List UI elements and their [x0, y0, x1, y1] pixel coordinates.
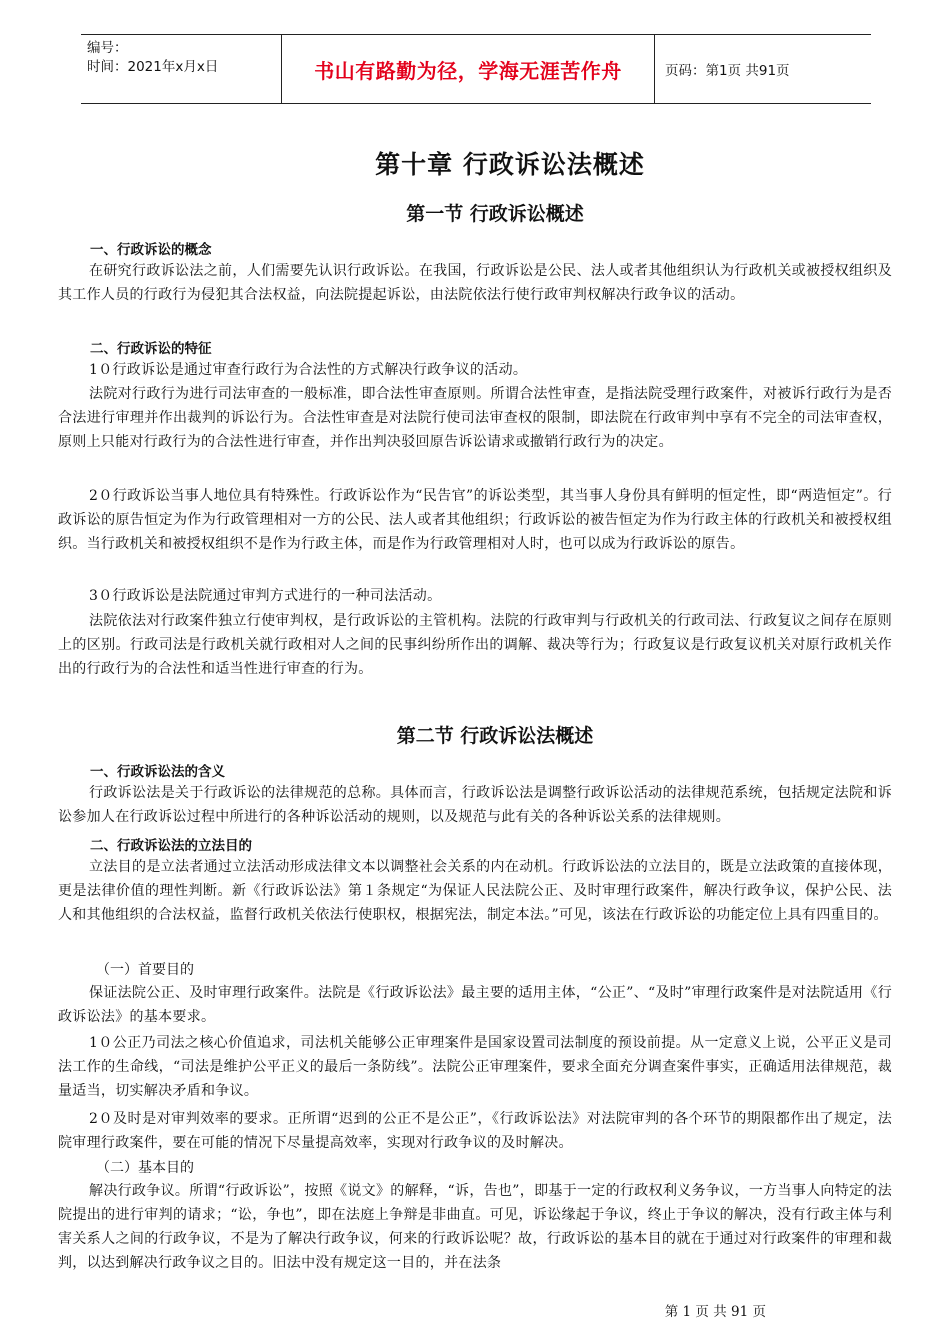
chapter-title: 第十章 行政诉讼法概述	[375, 150, 645, 179]
motto: 书山有路勤为径，学海无涯苦作舟	[314, 58, 622, 83]
section-2-heading-2: 二、行政诉讼法的立法目的	[90, 838, 252, 854]
header-meta	[81, 35, 281, 103]
paragraph: 法院对行政行为进行司法审查的一般标准，即合法性审查原则。所谓合法性审查，是指法院受理行政案件，对被诉行政行为是否合法进行审理并作出裁判的诉讼行为。合法性审查是对法院行使司法审查权的限制，即法院在行政审判中享有不完全的司法审查权，原则上只能对行政行为的合法性进行审查，并作出判决驳回原告诉讼请求或撤销行政行为的决定。	[58, 386, 892, 450]
section-2-heading-1: 一、行政诉讼法的含义	[90, 764, 225, 780]
header-page-info: 页码：第1页 共91页	[665, 63, 790, 79]
section-1-title: 第一节 行政诉讼概述	[406, 203, 584, 225]
header-motto-cell	[281, 35, 655, 103]
paragraph: 3０行政诉讼是法院通过审判方式进行的一种司法活动。	[89, 588, 442, 604]
paragraph: 1０公正乃司法之核心价值追求，司法机关能够公正审理案件是国家设置司法制度的预设前提。从一定意义上说，公平正义是司法工作的生命线，“司法是维护公平正义的最后一条防线”。法院公正审理案件，要求全面充分调查案件事实，正确适用法律规范，裁量适当，切实解决矛盾和争议。	[58, 1035, 892, 1099]
paragraph: 解决行政争议。所谓“行政诉讼”，按照《说文》的解释，“诉，告也”，即基于一定的行政权利义务争议，一方当事人向特定的法院提出的进行审判的请求；“讼，争也”，即在法庭上争辩是非曲直。可见，诉讼缘起于争议，终止于争议的解决，没有行政主体与利害关系人之间的行政争议，不是为了解决行政争议，何来的行政诉讼呢？故，行政诉讼的基本目的就在于通过对行政案件的审理和裁判，以达到解决行政争议之目的。旧法中没有规定这一目的，并在法条	[58, 1183, 892, 1271]
time-label: 时间：2021年x月x日	[87, 59, 219, 75]
number-label: 编号：	[87, 40, 128, 56]
page-footer: 第 1 页 共 91 页	[664, 1304, 766, 1320]
section-1-heading-2: 二、行政诉讼的特征	[90, 341, 212, 357]
document-header	[81, 34, 871, 104]
section-2-title: 第二节 行政诉讼法概述	[396, 725, 594, 747]
subheading-primary-purpose: （一）首要目的	[96, 962, 194, 978]
paragraph: 立法目的是立法者通过立法活动形成法律文本以调整社会关系的内在动机。行政诉讼法的立法目的，既是立法政策的直接体现，更是法律价值的理性判断。新《行政诉讼法》第１条规定“为保证人民法院公正、及时审理行政案件，解决行政争议，保护公民、法人和其他组织的合法权益，监督行政机关依法行使职权，根据宪法，制定本法。”可见，该法在行政诉讼的功能定位上具有四重目的。	[58, 859, 892, 923]
paragraph: 2０行政诉讼当事人地位具有特殊性。行政诉讼作为“民告官”的诉讼类型，其当事人身份具有鲜明的恒定性，即“两造恒定”。行政诉讼的原告恒定为作为行政管理相对一方的公民、法人或者其他组织；行政诉讼的被告恒定为作为行政主体的行政机关和被授权组织。当行政机关和被授权组织不是作为行政主体，而是作为行政管理相对人时，也可以成为行政诉讼的原告。	[58, 488, 892, 552]
paragraph: 行政诉讼法是关于行政诉讼的法律规范的总称。具体而言，行政诉讼法是调整行政诉讼活动的法律规范系统，包括规定法院和诉讼参加人在行政诉讼过程中所进行的各种诉讼活动的规则，以及规范与此有关的各种诉讼关系的法律规则。	[58, 785, 892, 825]
paragraph: 保证法院公正、及时审理行政案件。法院是《行政诉讼法》最主要的适用主体，“公正”、“及时”审理行政案件是对法院适用《行政诉讼法》的基本要求。	[58, 985, 892, 1025]
subheading-basic-purpose: （二）基本目的	[96, 1160, 194, 1176]
paragraph: 2０及时是对审判效率的要求。正所谓“迟到的公正不是公正”，《行政诉讼法》对法院审判的各个环节的期限都作出了规定，法院审理行政案件，要在可能的情况下尽量提高效率，实现对行政争议的及时解决。	[58, 1111, 892, 1151]
paragraph: 1０行政诉讼是通过审查行政行为合法性的方式解决行政争议的活动。	[89, 362, 528, 378]
paragraph: 在研究行政诉讼法之前，人们需要先认识行政诉讼。在我国，行政诉讼是公民、法人或者其他组织认为行政机关或被授权组织及其工作人员的行政行为侵犯其合法权益，向法院提起诉讼，由法院依法行使行政审判权解决行政争议的活动。	[58, 263, 892, 303]
paragraph: 法院依法对行政案件独立行使审判权，是行政诉讼的主管机构。法院的行政审判与行政机关的行政司法、行政复议之间存在原则上的区别。行政司法是行政机关就行政相对人之间的民事纠纷所作出的调解、裁决等行为；行政复议是行政复议机关对原行政机关作出的行政行为的合法性和适当性进行审查的行为。	[58, 613, 892, 677]
section-1-heading-1: 一、行政诉讼的概念	[90, 242, 212, 258]
